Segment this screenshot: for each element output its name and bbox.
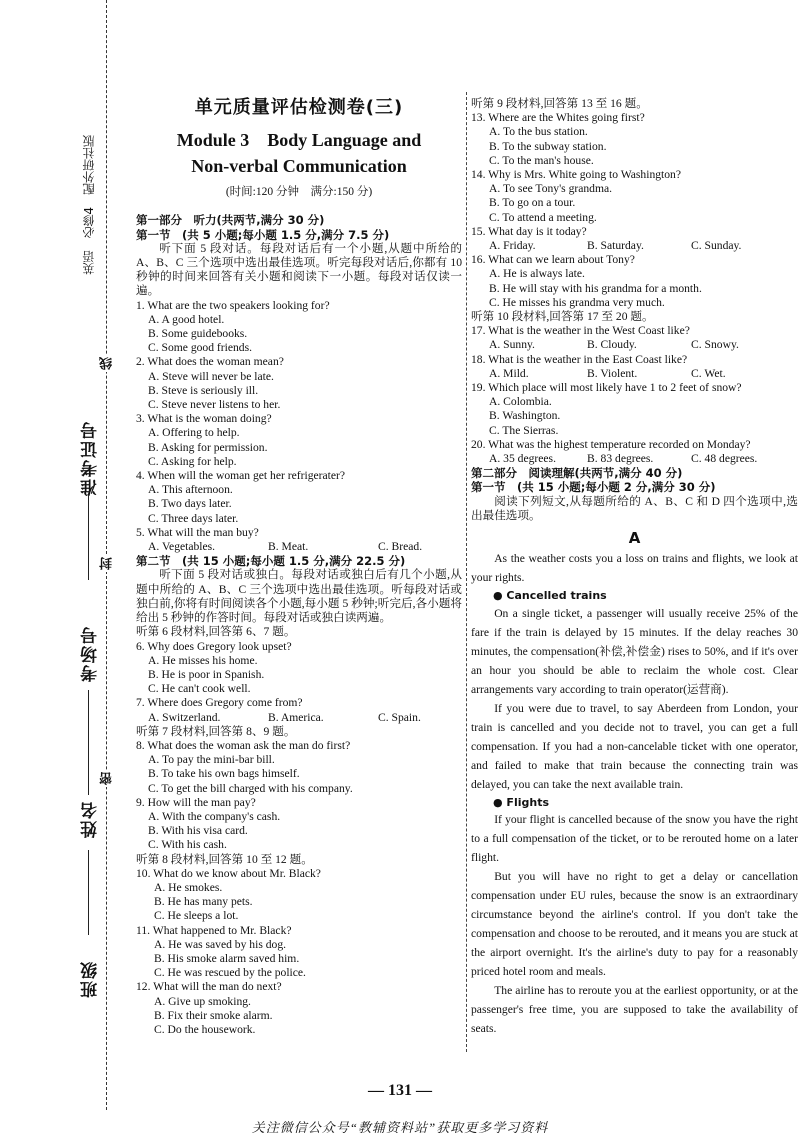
part1-section1-instructions: 听下面 5 段对话。每段对话后有一个小题,从题中所给的 A、B、C 三个选项中选出最佳选项。听完每段对话后,你都有 10 秒钟的时间来回答有关小题和阅读下一小题。每段对话仅读一遍。 <box>136 241 462 298</box>
option: A. He misses his home. <box>148 653 258 667</box>
question-19 <box>471 381 798 438</box>
part1-section1-heading: 第一节 (共 5 小题;每小题 1.5 分,满分 7.5 分) <box>136 227 390 242</box>
question-text: 17. What is the weather in the West Coast like? <box>471 324 690 338</box>
question-4 <box>136 469 462 526</box>
passage-paragraph: The airline has to reroute you at the earliest opportunity, or at the passenger's free time, you are supposed to take the availability of seats. <box>471 983 798 1035</box>
question-9 <box>136 796 462 853</box>
question-11 <box>136 924 462 981</box>
option: C. To get the bill charged with his company. <box>148 781 353 795</box>
option-row <box>489 367 798 381</box>
option: B. America. <box>268 710 324 724</box>
option: A. He was saved by his dog. <box>154 937 287 951</box>
option: A. To see Tony's grandma. <box>489 182 613 196</box>
option: C. The Sierras. <box>489 423 559 437</box>
field-exam-number-label: 准考证号 <box>81 420 101 496</box>
passage-label: A <box>628 529 641 548</box>
question-6 <box>136 640 462 697</box>
listening-material-8: 听第 8 段材料,回答第 10 至 12 题。 <box>136 852 313 866</box>
passage-subheading-trains: ● Cancelled trains <box>493 589 607 603</box>
passage-paragraph: If you were due to travel, to say Aberdeen from London, your train is cancelled and you decide not to travel, you can get a full compensation. If you had a non-cancelable ticket with one operator, and failed to make that train because the connecting train was delayed, you can take the next available train. <box>471 701 798 791</box>
name-blank <box>88 850 89 935</box>
question-text: 14. Why is Mrs. White going to Washington? <box>471 168 682 182</box>
right-column <box>471 97 798 1038</box>
question-18 <box>471 353 798 381</box>
passage-paragraph: As the weather costs you a loss on trains and flights, we look at your rights. <box>471 552 798 585</box>
option: B. He has many pets. <box>154 895 253 909</box>
part1-section2-heading: 第二节 (共 15 小题;每小题 1.5 分,满分 22.5 分) <box>136 554 406 569</box>
question-text: 18. What is the weather in the East Coast like? <box>471 352 688 366</box>
column-divider <box>466 92 467 1052</box>
room-number-blank <box>88 690 89 795</box>
option: B. To take his own bags himself. <box>148 767 300 781</box>
option: A. With the company's cash. <box>148 809 281 823</box>
question-text: 6. Why does Gregory look upset? <box>136 639 292 653</box>
option: B. He is poor in Spanish. <box>148 667 265 681</box>
left-column <box>136 97 462 1037</box>
option: B. Washington. <box>489 409 561 423</box>
question-text: 9. How will the man pay? <box>136 795 256 809</box>
question-text: 7. Where does Gregory come from? <box>136 696 303 710</box>
option: C. He misses his grandma very much. <box>489 295 665 309</box>
option: C. He sleeps a lot. <box>154 909 239 923</box>
seal-mark-secret: 密 <box>100 772 115 785</box>
question-3 <box>136 412 462 469</box>
question-14 <box>471 168 798 225</box>
part2-section1-heading: 第一节 (共 15 小题;每小题 2 分,满分 30 分) <box>471 480 716 495</box>
footer-note: 关注微信公众号“教辅资料站”获取更多学习资料 <box>251 1120 549 1135</box>
option: B. To the subway station. <box>489 139 607 153</box>
question-text: 19. Which place will most likely have 1 to 2 feet of snow? <box>471 381 742 395</box>
option: A. He is always late. <box>489 267 585 281</box>
option: C. Sunday. <box>691 239 742 253</box>
option: C. Asking for help. <box>148 454 237 468</box>
option: A. He smokes. <box>154 880 223 894</box>
option-row <box>489 338 798 352</box>
passage-subheading-flights: ● Flights <box>493 795 549 809</box>
option: C. He can't cook well. <box>148 682 251 696</box>
option: B. Saturday. <box>587 239 644 253</box>
part2-instructions: 阅读下列短文,从每题所给的 A、B、C 和 D 四个选项中,选出最佳选项。 <box>471 494 798 522</box>
part1-section2-instructions: 听下面 5 段对话或独白。每段对话或独白后有几个小题,从题中所给的 A、B、C 三个选项中选出最佳选项。听每段对话或独白前,你将有时间阅读各个小题,每小题 5 秒钟;听完后,各小题将给出 5 秒钟的作答时间。每段对话或独白读两遍。 <box>136 568 462 625</box>
passage-paragraph: On a single ticket, a passenger will usually receive 25% of the fare if the train is delayed by 15 minutes. If the delay reaches 30 minutes, the compensation(补偿,补偿金) rises to 50%, and if it's over an hour you should be able to reclaim the whole cost. Clear arrangements vary according to train operator(运营商). <box>471 606 798 696</box>
option: B. To go on a tour. <box>489 196 576 210</box>
option: A. Vegetables. <box>148 540 216 554</box>
part2-heading: 第二部分 阅读理解(共两节,满分 40 分) <box>471 466 683 481</box>
option: B. Two days later. <box>148 497 232 511</box>
option: C. Steve never listens to her. <box>148 398 281 412</box>
option: B. He will stay with his grandma for a month. <box>489 281 702 295</box>
option: A. Friday. <box>489 239 536 253</box>
option: C. With his cash. <box>148 838 227 852</box>
option-row <box>489 452 798 466</box>
page-title-en-line2: Non-verbal Communication <box>191 156 407 177</box>
option: C. Three days later. <box>148 511 239 525</box>
option: C. He was rescued by the police. <box>154 966 306 980</box>
passage-paragraph: If your flight is cancelled because of the snow you have the right to a full compensation of the ticket, or to be rerouted home on a later flight. <box>471 812 798 864</box>
option: A. Switzerland. <box>148 710 221 724</box>
field-room-number-label: 考场号 <box>81 625 101 682</box>
exam-meta: (时间:120 分钟 满分:150 分) <box>225 186 373 199</box>
option: A. This afternoon. <box>148 483 233 497</box>
listening-material-10: 听第 10 段材料,回答第 17 至 20 题。 <box>471 310 654 324</box>
question-text: 2. What does the woman mean? <box>136 355 284 369</box>
question-16 <box>471 253 798 310</box>
option: C. Snowy. <box>691 338 739 352</box>
option-row <box>148 711 462 725</box>
question-10 <box>136 867 462 924</box>
question-text: 13. Where are the Whites going first? <box>471 111 645 125</box>
option: A. Offering to help. <box>148 426 240 440</box>
option: A. Colombia. <box>489 395 552 409</box>
option: B. Fix their smoke alarm. <box>154 1008 273 1022</box>
question-text: 4. When will the woman get her refrigerater? <box>136 469 346 483</box>
question-text: 8. What does the woman ask the man do first? <box>136 738 351 752</box>
option: C. To the man's house. <box>489 153 594 167</box>
option: B. 83 degrees. <box>587 452 654 466</box>
question-text: 11. What happened to Mr. Black? <box>136 923 292 937</box>
question-20 <box>471 438 798 466</box>
option: C. Some good friends. <box>148 341 253 355</box>
question-text: 20. What was the highest temperature recorded on Monday? <box>471 437 751 451</box>
option: C. 48 degrees. <box>691 452 758 466</box>
option: A. Mild. <box>489 366 529 380</box>
listening-material-7: 听第 7 段材料,回答第 8、9 题。 <box>136 724 296 738</box>
page-number: — 131 — <box>368 1082 432 1099</box>
option: B. Cloudy. <box>587 338 637 352</box>
book-info: 英语 必修4 配外研社版 <box>82 135 96 275</box>
question-text: 12. What will the man do next? <box>136 980 282 994</box>
question-13 <box>471 111 798 168</box>
question-8 <box>136 739 462 796</box>
seal-mark-seal: 封 <box>100 557 115 570</box>
question-12 <box>136 980 462 1037</box>
option: B. Asking for permission. <box>148 440 268 454</box>
question-text: 16. What can we learn about Tony? <box>471 253 635 267</box>
option: B. Meat. <box>268 540 309 554</box>
question-7 <box>136 696 462 724</box>
question-text: 1. What are the two speakers looking for? <box>136 298 330 312</box>
option: B. Violent. <box>587 366 638 380</box>
field-name-label: 姓名 <box>81 800 101 838</box>
option: B. With his visa card. <box>148 824 248 838</box>
page-title-cn: 单元质量评估检测卷(三) <box>194 97 404 118</box>
option: C. Wet. <box>691 366 726 380</box>
option: A. To the bus station. <box>489 125 588 139</box>
question-text: 15. What day is it today? <box>471 224 587 238</box>
option: C. Bread. <box>378 540 423 554</box>
option: C. Do the housework. <box>154 1022 256 1036</box>
question-5 <box>136 526 462 554</box>
question-1 <box>136 299 462 356</box>
question-2 <box>136 355 462 412</box>
option: A. A good hotel. <box>148 312 225 326</box>
option: B. Some guidebooks. <box>148 327 248 341</box>
option: A. Steve will never be late. <box>148 369 274 383</box>
option: B. His smoke alarm saved him. <box>154 951 300 965</box>
field-class-label: 班级 <box>81 960 101 998</box>
question-15 <box>471 225 798 253</box>
listening-material-6: 听第 6 段材料,回答第 6、7 题。 <box>136 625 296 639</box>
option: A. 35 degrees. <box>489 452 556 466</box>
question-text: 10. What do we know about Mr. Black? <box>136 866 321 880</box>
option-row <box>489 239 798 253</box>
question-text: 5. What will the man buy? <box>136 525 259 539</box>
page-title-en-line1: Module 3 Body Language and <box>176 130 422 151</box>
passage-paragraph: But you will have no right to get a delay or cancellation compensation under EU rules, because the snow is an extraordinary circumstance beyond the airline's control. If you don't take the compensation and choose to be rerouted, and it means you are stuck at the airport overnight. It's the airline's duty to pay for a reasonably priced hotel room and meals. <box>471 869 798 978</box>
option: A. Give up smoking. <box>154 994 251 1008</box>
option: A. To pay the mini-bar bill. <box>148 753 275 767</box>
option: C. Spain. <box>378 710 421 724</box>
listening-material-9: 听第 9 段材料,回答第 13 至 16 题。 <box>471 97 648 110</box>
exam-number-blank <box>88 495 89 580</box>
question-text: 3. What is the woman doing? <box>136 412 272 426</box>
binding-margin <box>0 0 110 1138</box>
option: C. To attend a meeting. <box>489 210 597 224</box>
seal-mark-line: 线 <box>100 357 115 370</box>
option-row <box>148 540 462 554</box>
option: B. Steve is seriously ill. <box>148 383 259 397</box>
option: A. Sunny. <box>489 338 535 352</box>
question-17 <box>471 324 798 352</box>
part1-heading: 第一部分 听力(共两节,满分 30 分) <box>136 213 325 228</box>
